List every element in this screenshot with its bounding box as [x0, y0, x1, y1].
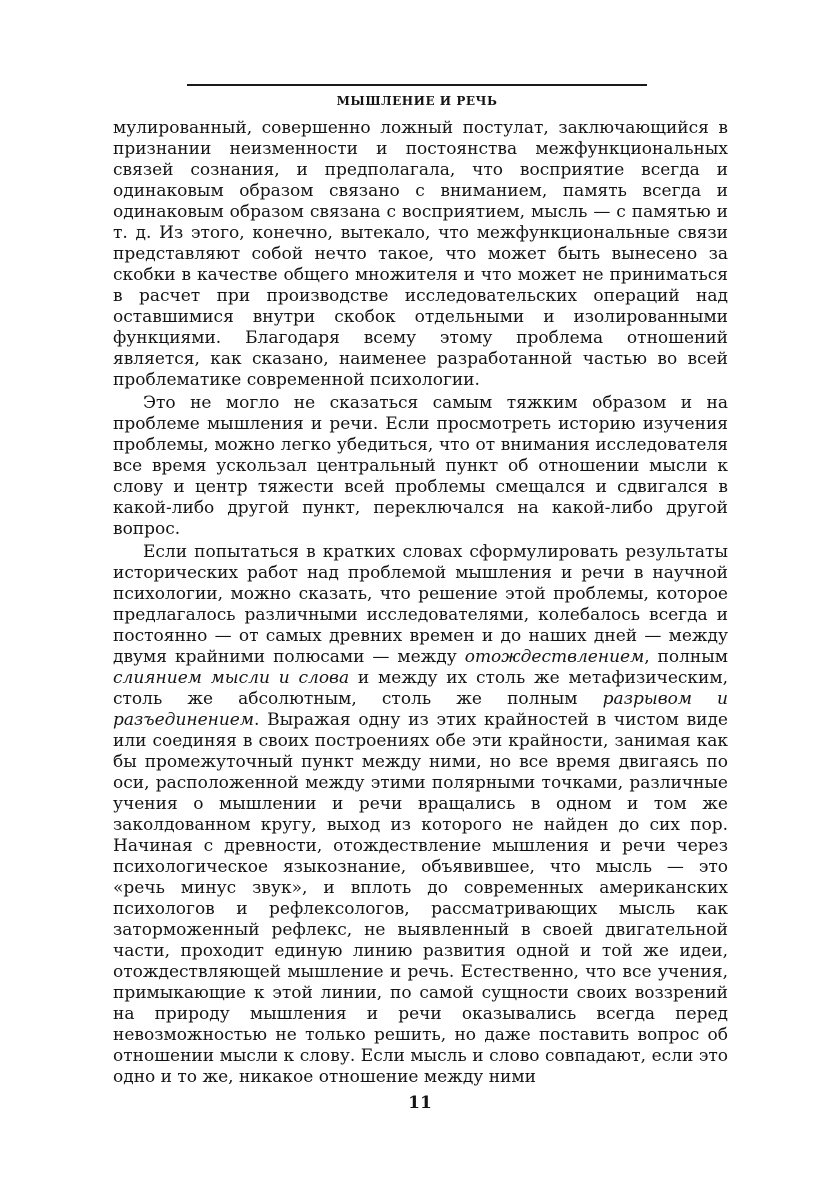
text-run: мулированный, совершенно ложный постулат, заключающийся в признании неизменности и постоянства межфункциональных связей сознания, и предполагала, что восприятие всегда и одинаковым образом связано с вниманием, память всегда и одинаковым образом связана с восприятием, мысль — с памятью и т. д. Из этого, конечно, вытекало, что межфункциональные связи представляют собой нечто такое, что может быть вынесено за скобки в качестве общего множителя и что может не приниматься в расчет при производстве исследовательских операций над оставшимися внутри скобок отдельными и изолированными функциями. Благодаря всему этому проблема отношений является, как сказано, наименее разработанной частью во всей проблематике современной психологии. — [113, 118, 728, 390]
body-text — [113, 118, 728, 1088]
italic-term: отождествлением — [464, 647, 645, 667]
paragraph — [113, 118, 728, 391]
text-run: . Выражая одну из этих крайностей в чистом виде или соединяя в своих построениях обе эти крайности, занимая как бы промежуточный пункт между ними, но все время двигаясь по оси, расположенной между этими полярными точками, различные учения о мышлении и речи вращались в одном и том же заколдованном кругу, выход из которого не найден до сих пор. Начиная с древности, отождествление мышления и речи через психологическое языкознание, объявившее, что мысль — это «речь минус звук», и вплоть до современных американских психологов и рефлексологов, рассматривающих мысль как заторможенный рефлекс, не выявленный в своей двигательной части, проходит единую линию развития одной и той же идеи, отождествляющей мышление и речь. Естественно, что все учения, примыкающие к этой линии, по самой сущности своих воззрений на природу мышления и речи оказывались всегда перед невозможностью не только решить, но даже поставить вопрос об отношении мысли к слову. Если мысль и слово совпадают, если это одно и то же, никакое отношение между ними — [113, 710, 728, 1087]
header-rule — [187, 84, 647, 86]
paragraph — [113, 393, 728, 540]
text-run: Это не могло не сказаться самым тяжким образом и на проблеме мышления и речи. Если просмотреть историю изучения проблемы, можно легко убедиться, что от внимания исследователя все время ускользал центральный пункт об отношении мысли к слову и центр тяжести всей проблемы смещался и сдвигался в какой-либо другой пункт, переключался на какой-либо другой вопрос. — [113, 393, 728, 539]
text-run: Если попытаться в кратких словах сформулировать результаты исторических работ над проблемой мышления и речи в научной психологии, можно сказать, что решение этой проблемы, которое предлагалось различными исследователями, колебалось всегда и постоянно — от самых древних времен и до наших дней — между двумя крайними полюсами — между — [113, 542, 728, 667]
text-run: , полным — [644, 647, 728, 667]
page-number: 11 — [408, 1093, 432, 1113]
italic-term: слиянием мысли и слова — [113, 668, 350, 688]
paragraph — [113, 542, 728, 1088]
running-head: МЫШЛЕНИЕ И РЕЧЬ — [336, 94, 498, 108]
italic-term: разрывом и разъединением — [113, 689, 728, 730]
text-run: и между их столь же метафизическим, столь же абсолютным, столь же полным — [113, 668, 728, 709]
